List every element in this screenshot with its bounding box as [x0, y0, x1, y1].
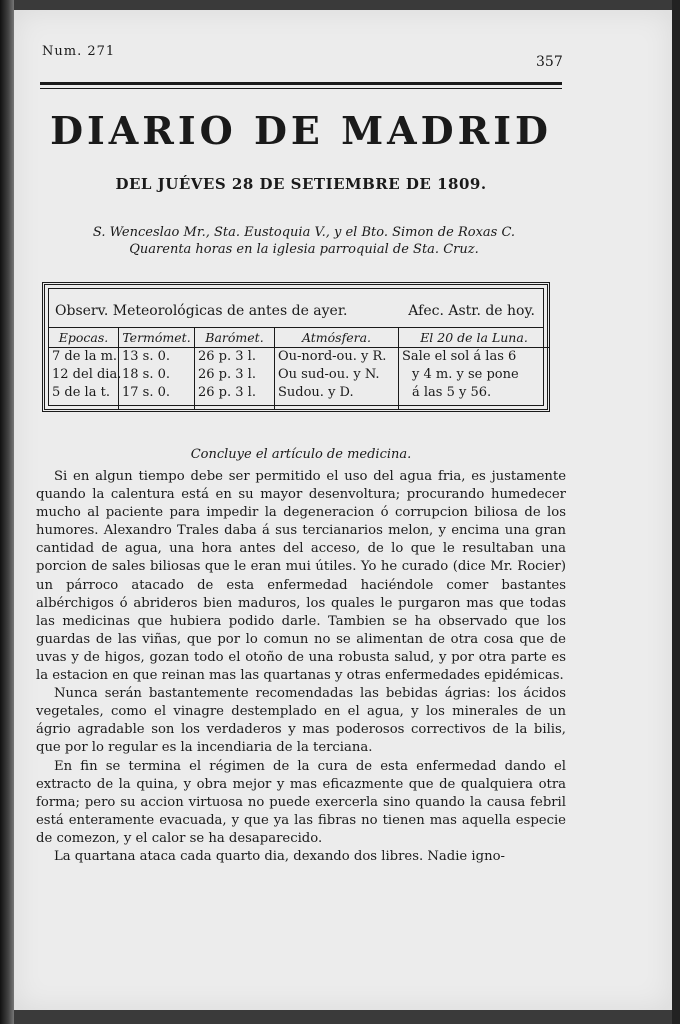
paragraph: La quartana ataca cada quarto dia, dexando dos libres. Nadie igno- — [54, 848, 505, 864]
cell: Sudou. y D. — [278, 385, 354, 400]
saints-of-day — [54, 224, 554, 258]
paragraph: En fin se termina el régimen de la cura de esta enfermedad dando el extracto de la quina, y obra mejor y mas eficazmente que de qualquiera otra forma; pero su accion virtuosa no puede exercerla sino quando la causa febril está enteramente evacuada, y que ya las fibras no tienen mas aquella especie de comezon, y el calor se ha desaparecido. — [36, 758, 566, 846]
cell: 13 s. 0. — [122, 349, 171, 364]
book-binding — [0, 0, 14, 1024]
cell: 17 s. 0. — [122, 385, 171, 400]
issue-date: DEL JUÉVES 28 DE SETIEMBRE DE 1809. — [115, 175, 487, 193]
cell: 5 de la t. — [52, 385, 110, 400]
col-luna — [399, 328, 549, 410]
col-barometro — [195, 328, 275, 410]
cell: Sale el sol á las 6 — [402, 349, 517, 364]
article-body — [36, 468, 566, 866]
cell: 26 p. 3 l. — [198, 367, 256, 382]
col-header: El 20 de la Luna. — [399, 328, 549, 348]
col-termometro — [119, 328, 195, 410]
cell: 7 de la m. — [52, 349, 118, 364]
cell: 26 p. 3 l. — [198, 385, 256, 400]
header-rule-thin — [40, 88, 562, 89]
col-atmosfera — [275, 328, 399, 410]
weather-table — [42, 282, 550, 412]
page-number: 357 — [536, 54, 563, 70]
col-header: Termómet. — [119, 328, 194, 348]
col-header: Atmósfera. — [275, 328, 398, 348]
saints-line-2: Quarenta horas en la iglesia parroquial de Sta. Cruz. — [129, 242, 479, 257]
cell: 18 s. 0. — [122, 367, 171, 382]
paragraph: Nunca serán bastantemente recomendadas las bebidas ágrias: los ácidos vegetales, como el vinagre destemplado en el agua, y los minerales de un ágrio agradable son los verdaderos y mas poderosos correctivos de la bilis, que por lo regular es la incendiaria de la terciana. — [36, 686, 566, 756]
header-rule-thick — [40, 82, 562, 85]
cell: y 4 m. y se pone — [412, 367, 519, 382]
saints-line-1: S. Wenceslao Mr., Sta. Eustoquia V., y el Bto. Simon de Roxas C. — [92, 225, 516, 240]
page-edge — [672, 0, 680, 1024]
masthead-title: DIARIO DE MADRID — [50, 108, 552, 153]
article-subtitle: Concluye el artículo de medicina. — [190, 447, 412, 462]
cell: Ou sud-ou. y N. — [278, 367, 380, 382]
cell: 12 del dia. — [52, 367, 122, 382]
paragraph: Si en algun tiempo debe ser permitido el uso del agua fria, es justamente quando la calentura está en su mayor desenvoltura; procurando humedecer mucho al paciente para impedir la degeneracion ó corrupcion biliosa de los humores. Alexandro Trales daba á sus tercianarios melon, y encima una gran cantidad de agua, una hora antes del acceso, de lo que le resultaban una porcion de sales biliosas que le eran mui útiles. Yo he curado (dice Mr. Rocier) un párroco atacado de esta enfermedad haciéndole comer bastantes albérchigos ó abrideros bien maduros, los quales le purgaron mas que todas las medicinas que hubiera podido darle. Tambien se ha observado que los guardas de las viñas, que por lo comun no se alimentan de otra cosa que de uvas y de higos, gozan todo el otoño de una robusta salud, y por otra parte es la estacion en que reinan mas las quartanas y otras enfermedades epidémicas. — [36, 469, 566, 684]
col-epocas — [49, 328, 122, 410]
cell: á las 5 y 56. — [412, 385, 492, 400]
cell: Ou-nord-ou. y R. — [278, 349, 387, 364]
issue-number: Num. 271 — [42, 44, 116, 59]
col-header: Epocas. — [49, 328, 118, 348]
newspaper-page — [14, 10, 672, 1010]
astro-table-title: Afec. Astr. de hoy. — [408, 303, 535, 319]
cell: 26 p. 3 l. — [198, 349, 256, 364]
col-header: Barómet. — [195, 328, 274, 348]
weather-table-title: Observ. Meteorológicas de antes de ayer. — [55, 303, 348, 319]
